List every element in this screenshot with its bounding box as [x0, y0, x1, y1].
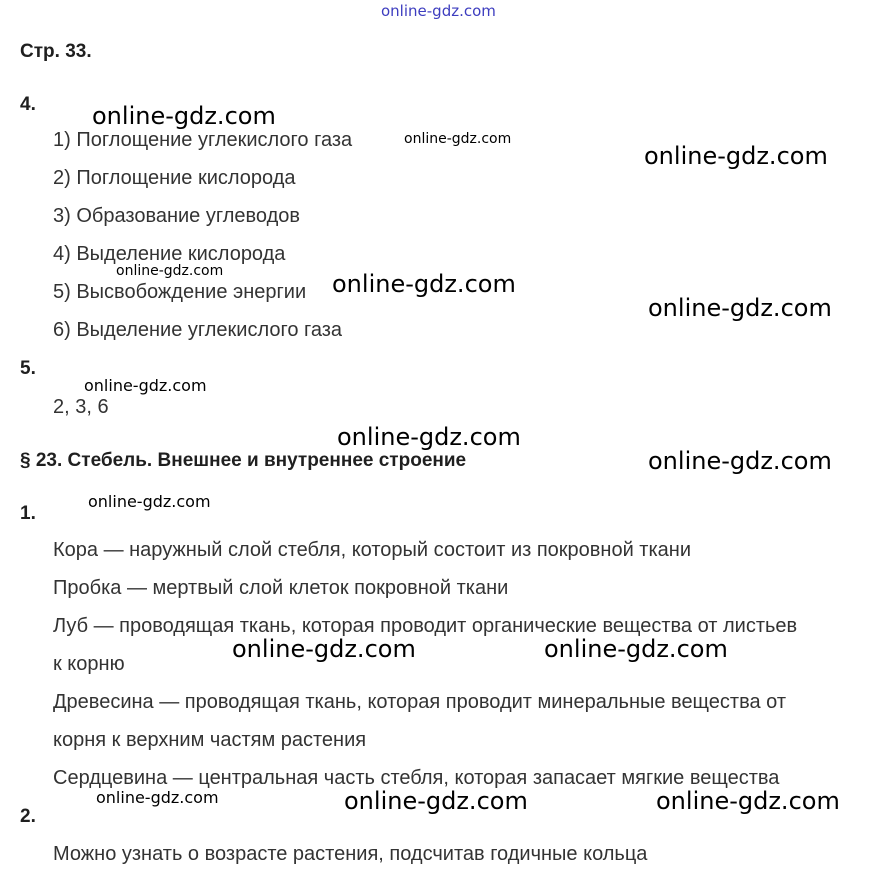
task-1-line: Сердцевина — центральная часть стебля, которая запасает мягкие вещества	[53, 767, 780, 789]
watermark-small: online-gdz.com	[116, 263, 224, 279]
task-4-item: 5) Высвобождение энергии	[53, 281, 307, 303]
task-5-answer: 2, 3, 6	[53, 396, 109, 418]
watermark-small: online-gdz.com	[96, 788, 219, 807]
task-4-number: 4.	[20, 94, 36, 115]
task-4-item: 3) Образование углеводов	[53, 205, 301, 227]
watermark: online-gdz.com	[332, 270, 516, 298]
watermark: online-gdz.com	[92, 102, 276, 130]
watermark: online-gdz.com	[344, 787, 528, 815]
task-1-line: Луб — проводящая ткань, которая проводит органические вещества от листьев	[53, 615, 798, 637]
watermark: online-gdz.com	[232, 635, 416, 663]
task-1-line: к корню	[53, 653, 125, 675]
task-4-item: 4) Выделение кислорода	[53, 243, 286, 265]
task-4-item: 6) Выделение углекислого газа	[53, 319, 343, 341]
task-1-number: 1.	[20, 503, 36, 524]
watermark: online-gdz.com	[648, 294, 832, 322]
task-2-number: 2.	[20, 806, 36, 827]
task-2-answer: Можно узнать о возрасте растения, подсчитав годичные кольца	[53, 843, 648, 865]
watermark: online-gdz.com	[544, 635, 728, 663]
task-5-number: 5.	[20, 358, 36, 379]
task-4-item: 1) Поглощение углекислого газа	[53, 129, 353, 151]
top-watermark: online-gdz.com	[381, 2, 496, 20]
task-1-line: Кора — наружный слой стебля, который состоит из покровной ткани	[53, 539, 691, 561]
task-1-line: Пробка — мертвый слой клеток покровной ткани	[53, 577, 509, 599]
watermark-small: online-gdz.com	[84, 376, 207, 395]
page-label: Стр. 33.	[20, 41, 92, 62]
watermark-small: online-gdz.com	[404, 131, 512, 147]
watermark-small: online-gdz.com	[88, 492, 211, 511]
task-1-line: корня к верхним частям растения	[53, 729, 367, 751]
watermark: online-gdz.com	[337, 423, 521, 451]
task-1-line: Древесина — проводящая ткань, которая проводит минеральные вещества от	[53, 691, 786, 713]
watermark: online-gdz.com	[656, 787, 840, 815]
watermark: online-gdz.com	[648, 447, 832, 475]
task-4-item: 2) Поглощение кислорода	[53, 167, 296, 189]
section-title: § 23. Стебель. Внешнее и внутреннее строение	[20, 450, 467, 471]
watermark: online-gdz.com	[644, 142, 828, 170]
